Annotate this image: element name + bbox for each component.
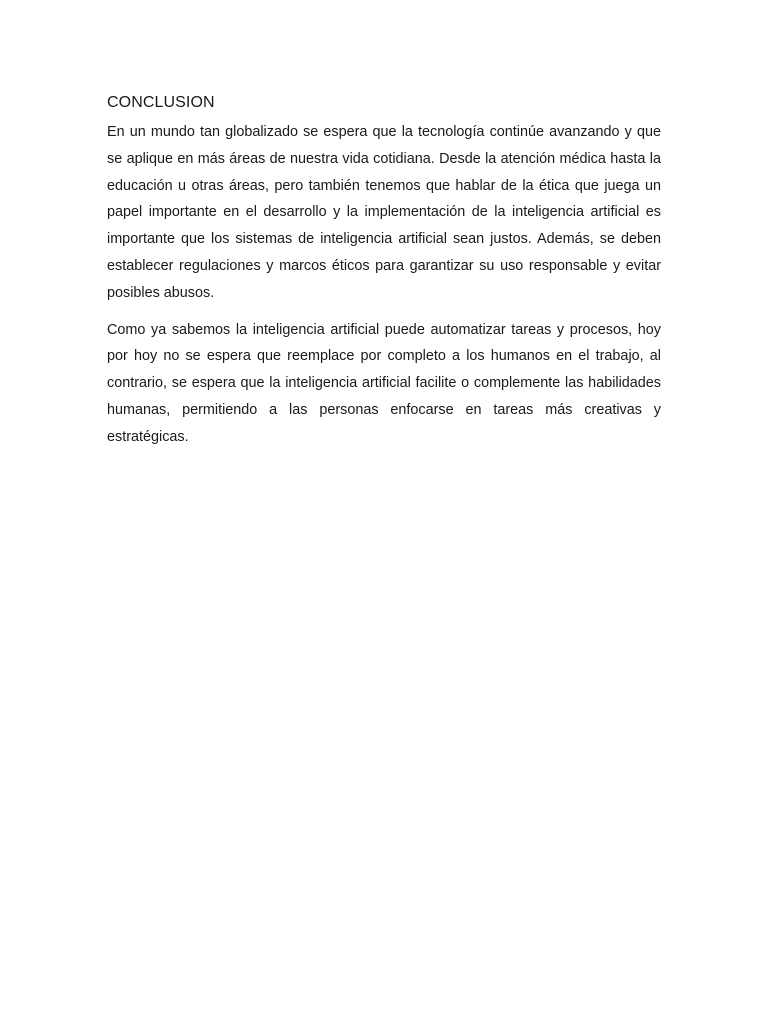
document-body — [107, 91, 661, 461]
paragraph-1: En un mundo tan globalizado se espera que la tecnología continúe avanzando y que se aplique en más áreas de nuestra vida cotidiana. Desde la atención médica hasta la educación u otras áreas, pero también tenemos que hablar de la ética que juega un papel importante en el desarrollo y la implementación de la inteligencia artificial es importante que los sistemas de inteligencia artificial sean justos. Además, se deben establecer regulaciones y marcos éticos para garantizar su uso responsable y evitar posibles abusos. — [107, 124, 661, 301]
document-heading: CONCLUSION — [107, 94, 215, 111]
paragraph-2: Como ya sabemos la inteligencia artificial puede automatizar tareas y procesos, hoy por hoy no se espera que reemplace por completo a los humanos en el trabajo, al contrario, se espera que la inteligencia artificial facilite o complemente las habilidades humanas, permitiendo a las personas enfocarse en tareas más creativas y estratégicas. — [107, 321, 661, 445]
